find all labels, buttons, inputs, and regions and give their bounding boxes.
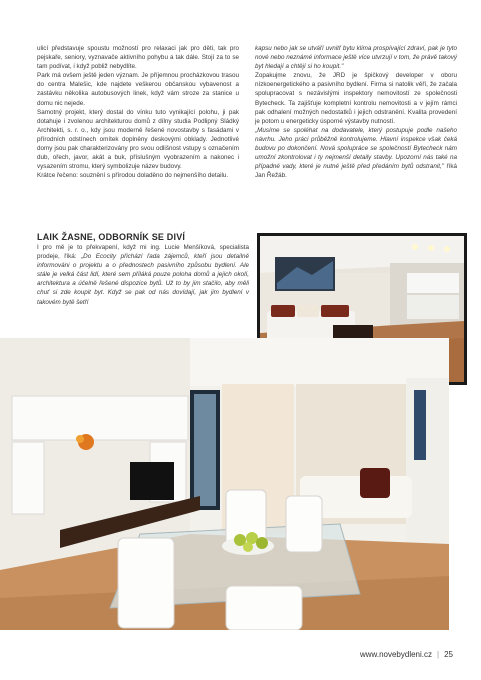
page-footer bbox=[360, 650, 453, 659]
paragraph: ulicí představuje spoustu možností pro relaxaci jak pro děti, tak pro pejskaře, seniory, vyznavače aktivního pohybu a tak dále. Stojí za to se tam podívat, i když pobliž nebydlíte. bbox=[37, 45, 239, 71]
section-text bbox=[37, 243, 249, 307]
footer-separator: | bbox=[437, 650, 440, 659]
page-number: 25 bbox=[444, 650, 453, 659]
quote-paragraph: kapsu nebo jak se utváří uvnitř bytu klima prospívající zdraví, pak je tyto nové nebo neznámé informace ještě více utvrzují v tom, že právě takový byt hledají a chtějí si ho koupit." bbox=[255, 45, 457, 71]
quote-text: „Musíme se spoléhat na dodavatele, který postupuje podle našeho návrhu. Jeho práci průběžně kontrolujeme. Hlavní inspekce však čeká budovu po dokončení. Nová spolupráce se společností Bytecheck nám umožní zkontrolovat i ty nejmenší detaily stavby. Upozorní nás také na případné vady, které je nutné ještě před předáním bytů odstranit," bbox=[255, 126, 457, 171]
section-quote: „Do Ecocity přichází řada zájemců, kteří jsou detailně informováni o projektu a o přednostech pasivního způsobu bydlení. Ale stále je velká část lidí, které sem přiláká pouze poloha domů a jejich okolí, architektura a účelně řešené dispozice bytů. Už to by jim stačilo, aby měli chuť si zde koupit byt. Když se pak od nás dovídají, jak jim bydlení v takovém bytě šetří bbox=[37, 253, 249, 306]
paragraph: Park má ovšem ještě jeden význam. Je příjemnou procházkovou trasou do centra Malešic, kde najdete veškerou občanskou vybavenost a zastávku několika autobusových linek, když vám stroze za stanice u domu nic nejede. bbox=[37, 72, 239, 107]
quote-paragraph bbox=[255, 126, 457, 181]
website-link[interactable]: www.novebydleni.cz bbox=[359, 650, 433, 659]
paragraph: Zopakujme znovu, že JRD je špičkový developer v oboru nízkoenergetického a pasivního bydlení. Firma si natolik věří, že začala spolupracovat s nezávislými inspektory nemovitostí ze společnosti Bytecheck. Ta zajišťuje kompletní kontrolu nemovitosti a v jejím rámci pak odhalení možných nedostatků i jejich odstranění. Kvalita provedení je potom u energeticky úsporné výstavby nutností. bbox=[255, 72, 457, 125]
paragraph: Krátce řečeno: souznění s přírodou doladěno do nejmenšího detailu. bbox=[37, 172, 229, 180]
section-heading: LAIK ŽASNE, ODBORNÍK SE DIVÍ bbox=[37, 232, 186, 242]
dining-room-photo bbox=[0, 338, 449, 630]
section-intro: I pro mě je to překvapení, když mi ing. Lucie Menšíková, specialista prodeje, říká: bbox=[37, 244, 249, 261]
left-text-column bbox=[37, 44, 239, 180]
right-text-column bbox=[255, 44, 457, 180]
quote-attribution: říká Jan Řežáb. bbox=[255, 163, 457, 180]
paragraph: Samotný projekt, který dostal do vínku tuto vynikající polohu, ji pak dotahuje i zvolenou architekturou domů z dílny studia Podlipný Sládký Architekti, s. r. o., kdy jsou moderně řešené novostavby s fasádami v přírodních odstínech omítek doplněny deskovými obklady. Jednotlivé domy jsou pak charakterizovány pro svou odlišnost vstupy s označením dub, ořech, javor, akát a buk, příslušným vyobrazením a nakonec i vysazením stromu, který symbolizuje název budovy. bbox=[37, 108, 239, 171]
interior-photo-icon bbox=[0, 338, 449, 630]
